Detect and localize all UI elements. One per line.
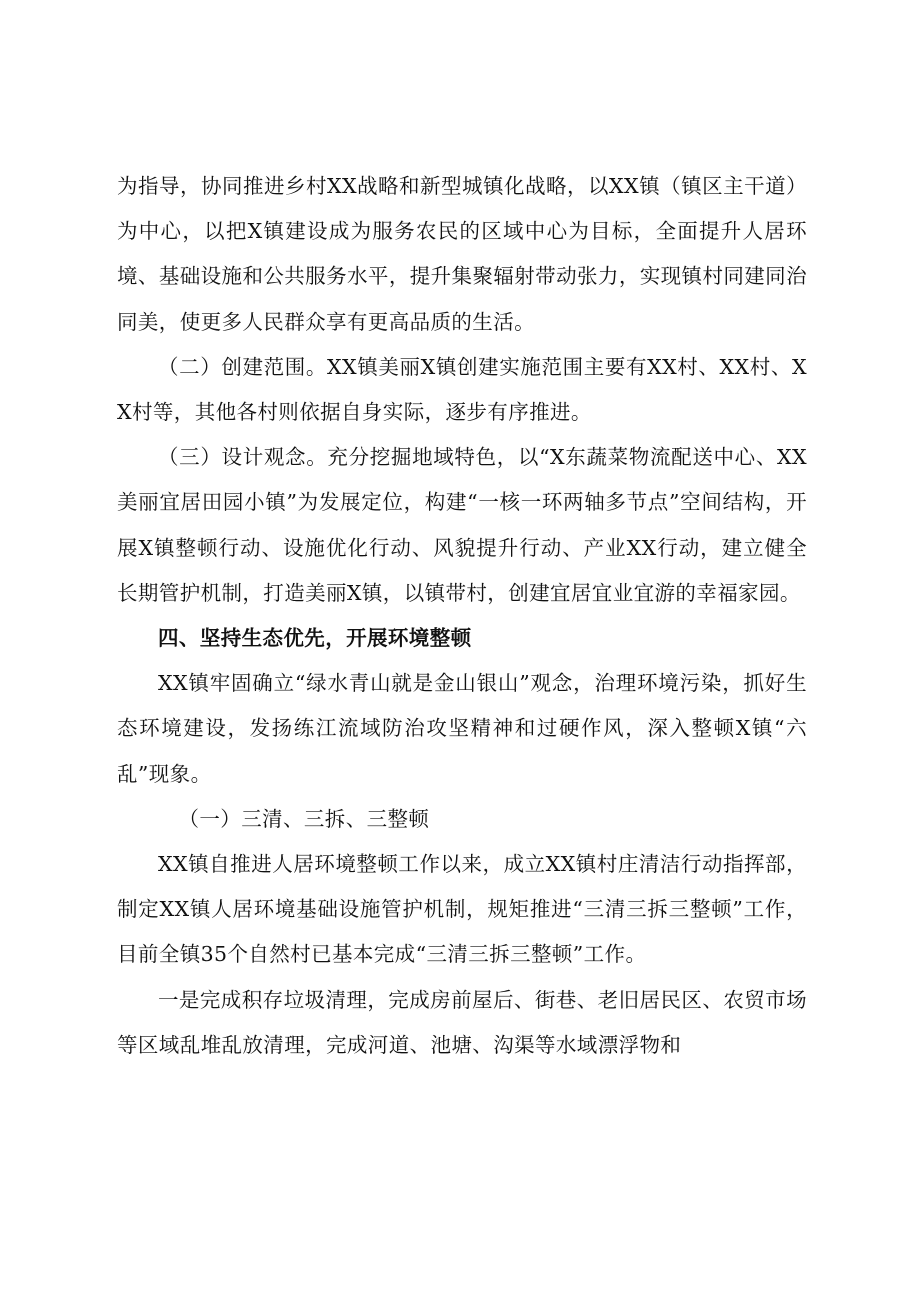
paragraph-ecology: XX镇牢固确立“绿水青山就是金山银山”观念，治理环境污染，抓好生态环境建设，发扬练江流域防治攻坚精神和过硬作风，深入整顿X镇“六乱”现象。: [117, 671, 807, 786]
section-heading-four: 四、坚持生态优先，开展环境整顿: [158, 626, 472, 651]
document-body: [117, 164, 807, 1068]
subheading-three-clean: （一）三清、三拆、三整顿: [178, 806, 430, 831]
paragraph-intro-continued: 为指导，协同推进乡村XX战略和新型城镇化战略，以XX镇（镇区主干道）为中心，以把X镇建设成为服务农民的区域中心为目标，全面提升人居环境、基础设施和公共服务水平，提升集聚辐射带动张力，实现镇村同建同治同美，使更多人民群众享有更高品质的生活。: [117, 174, 807, 334]
paragraph-rectification: XX镇自推进人居环境整顿工作以来，成立XX镇村庄清洁行动指挥部，制定XX镇人居环境基础设施管护机制，规矩推进“三清三拆三整顿”工作，目前全镇35个自然村已基本完成“三清三拆三整顿”工作。: [117, 852, 807, 967]
paragraph-first-item: 一是完成积存垃圾清理，完成房前屋后、街巷、老旧居民区、农贸市场等区域乱堆乱放清理，完成河道、池塘、沟渠等水域漂浮物和: [117, 987, 807, 1057]
paragraph-scope: （二）创建范围。XX镇美丽X镇创建实施范围主要有XX村、XX村、XX村等，其他各村则依据自身实际，逐步有序推进。: [117, 354, 807, 425]
paragraph-design-concept: （三）设计观念。充分挖掘地域特色，以“X东蔬菜物流配送中心、XX美丽宜居田园小镇”为发展定位，构建“一核一环两轴多节点”空间结构，开展X镇整顿行动、设施优化行动、风貌提升行动、产业XX行动，建立健全长期管护机制，打造美丽X镇，以镇带村，创建宜居宜业宜游的幸福家园。: [117, 445, 807, 605]
